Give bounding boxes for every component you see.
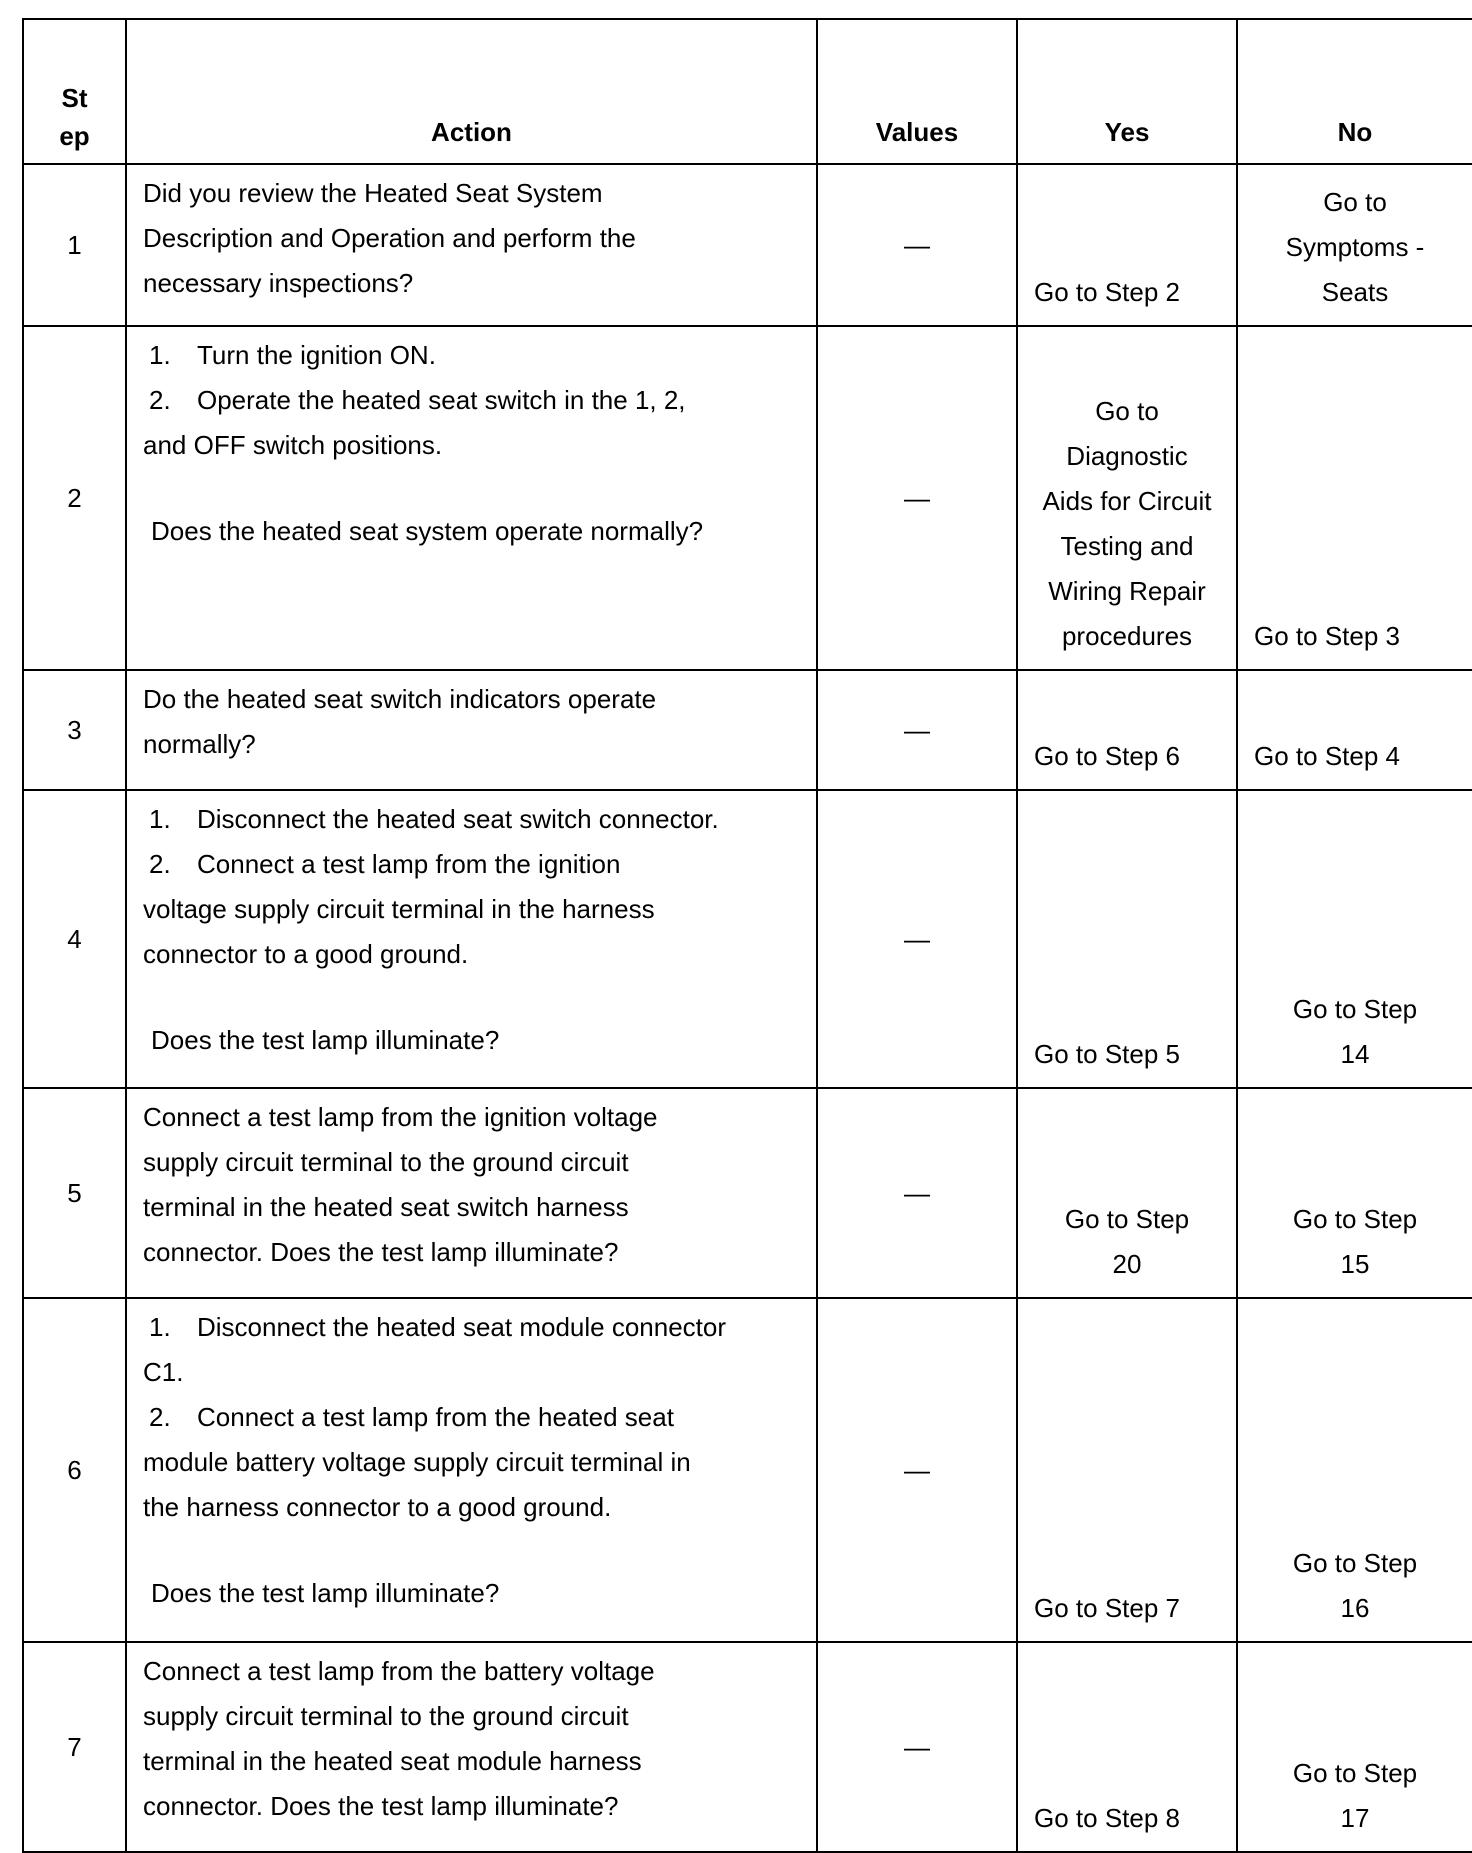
item-number: 2. — [149, 1402, 171, 1432]
yes-cell — [1017, 164, 1237, 326]
no-cell — [1237, 164, 1472, 326]
no-line: Go to Step — [1292, 994, 1418, 1024]
header-step — [23, 19, 126, 164]
value-cell — [817, 1298, 1017, 1642]
no-line: Go to Step 4 — [1254, 741, 1400, 771]
action-cell — [126, 1088, 817, 1298]
no-cell — [1237, 1088, 1472, 1298]
value-dash: — — [904, 1731, 930, 1762]
table-row — [23, 164, 1472, 326]
no-line: Symptoms - — [1285, 232, 1425, 262]
action-cell — [126, 790, 817, 1088]
step-number: 1 — [23, 164, 126, 326]
no-cell — [1237, 790, 1472, 1088]
yes-line: Wiring Repair — [1048, 576, 1206, 606]
yes-line: procedures — [1061, 621, 1193, 651]
action-line: Connect a test lamp from the battery voltage — [143, 1656, 655, 1686]
header-values: Values — [817, 19, 1017, 164]
action-line: normally? — [143, 729, 256, 759]
table-row — [23, 1088, 1472, 1298]
table-row — [23, 326, 1472, 670]
step-number: 6 — [23, 1298, 126, 1642]
yes-cell — [1017, 1088, 1237, 1298]
action-item — [143, 1305, 802, 1350]
header-step-line2: ep — [59, 121, 90, 151]
item-text: Operate the heated seat switch in the 1, 2, — [197, 385, 686, 415]
table-header-row — [23, 19, 1472, 164]
action-line: Did you review the Heated Seat System — [143, 178, 603, 208]
header-yes: Yes — [1017, 19, 1237, 164]
item-text: Turn the ignition ON. — [197, 340, 436, 370]
action-line: connector to a good ground. — [143, 939, 469, 969]
action-question: Does the heated seat system operate normally? — [151, 516, 704, 546]
action-line: voltage supply circuit terminal in the harness — [143, 894, 655, 924]
value-dash: — — [904, 1454, 930, 1485]
action-line: module battery voltage supply circuit terminal in — [143, 1447, 691, 1477]
no-line: Go to — [1323, 187, 1387, 217]
header-action: Action — [126, 19, 817, 164]
no-cell — [1237, 1298, 1472, 1642]
item-number: 1. — [149, 340, 171, 370]
yes-line: Testing and — [1060, 531, 1194, 561]
yes-line: Go to — [1095, 396, 1159, 426]
yes-line: Go to Step 2 — [1034, 277, 1180, 307]
no-line: 16 — [1340, 1593, 1370, 1623]
action-line: the harness connector to a good ground. — [143, 1492, 612, 1522]
step-number: 3 — [23, 670, 126, 790]
table-row — [23, 1298, 1472, 1642]
action-cell — [126, 670, 817, 790]
yes-cell — [1017, 790, 1237, 1088]
yes-line: Go to Step 8 — [1034, 1803, 1180, 1833]
table-row — [23, 670, 1472, 790]
value-dash: — — [904, 923, 930, 954]
action-line: C1. — [143, 1357, 184, 1387]
item-number: 2. — [149, 849, 171, 879]
action-item — [143, 797, 802, 842]
action-line: terminal in the heated seat module harness — [143, 1746, 642, 1776]
action-line: supply circuit terminal to the ground circuit — [143, 1147, 629, 1177]
action-item — [143, 333, 802, 378]
item-number: 2. — [149, 385, 171, 415]
value-cell — [817, 1088, 1017, 1298]
item-text: Connect a test lamp from the heated seat — [197, 1402, 674, 1432]
no-cell — [1237, 670, 1472, 790]
yes-line: Go to Step 5 — [1034, 1039, 1180, 1069]
header-step-line1: St — [61, 83, 88, 113]
step-number: 4 — [23, 790, 126, 1088]
value-dash: — — [904, 1177, 930, 1208]
no-line: Go to Step — [1292, 1548, 1418, 1578]
yes-cell — [1017, 1642, 1237, 1852]
item-number: 1. — [149, 1312, 171, 1342]
yes-cell — [1017, 326, 1237, 670]
item-text: Disconnect the heated seat switch connector. — [197, 804, 719, 834]
no-line: Seats — [1321, 277, 1389, 307]
table-row — [23, 1642, 1472, 1852]
action-line: and OFF switch positions. — [143, 430, 443, 460]
action-line: supply circuit terminal to the ground circuit — [143, 1701, 629, 1731]
action-cell — [126, 1298, 817, 1642]
step-number: 5 — [23, 1088, 126, 1298]
diagnostic-table — [22, 18, 1472, 1853]
value-cell — [817, 790, 1017, 1088]
action-cell — [126, 1642, 817, 1852]
item-number: 1. — [149, 804, 171, 834]
no-line: Go to Step 3 — [1254, 621, 1400, 651]
action-line: Connect a test lamp from the ignition voltage — [143, 1102, 658, 1132]
no-line: 15 — [1340, 1249, 1370, 1279]
value-cell — [817, 670, 1017, 790]
action-line: Do the heated seat switch indicators operate — [143, 684, 657, 714]
value-cell — [817, 326, 1017, 670]
action-question: Does the test lamp illuminate? — [151, 1025, 500, 1055]
value-dash: — — [904, 714, 930, 745]
value-cell — [817, 164, 1017, 326]
yes-line: Go to Step 7 — [1034, 1593, 1180, 1623]
action-item — [143, 1395, 802, 1440]
action-line: necessary inspections? — [143, 268, 414, 298]
no-line: 14 — [1340, 1039, 1370, 1069]
action-line: Description and Operation and perform the — [143, 223, 636, 253]
item-text: Disconnect the heated seat module connector — [197, 1312, 727, 1342]
value-dash: — — [904, 229, 930, 260]
no-line: Go to Step — [1292, 1204, 1418, 1234]
action-question: Does the test lamp illuminate? — [151, 1578, 500, 1608]
action-cell — [126, 326, 817, 670]
step-number: 2 — [23, 326, 126, 670]
yes-line: Aids for Circuit — [1042, 486, 1212, 516]
no-cell — [1237, 1642, 1472, 1852]
value-dash: — — [904, 482, 930, 513]
action-cell — [126, 164, 817, 326]
action-item — [143, 842, 802, 887]
action-line: terminal in the heated seat switch harness — [143, 1192, 629, 1222]
yes-line: Go to Step — [1064, 1204, 1190, 1234]
yes-line: Go to Step 6 — [1034, 741, 1180, 771]
item-text: Connect a test lamp from the ignition — [197, 849, 621, 879]
no-line: 17 — [1340, 1803, 1370, 1833]
no-line: Go to Step — [1292, 1758, 1418, 1788]
no-cell — [1237, 326, 1472, 670]
yes-line: 20 — [1112, 1249, 1142, 1279]
table-row — [23, 790, 1472, 1088]
value-cell — [817, 1642, 1017, 1852]
action-item — [143, 378, 802, 423]
step-number: 7 — [23, 1642, 126, 1852]
action-line: connector. Does the test lamp illuminate? — [143, 1237, 619, 1267]
action-line: connector. Does the test lamp illuminate? — [143, 1791, 619, 1821]
yes-cell — [1017, 1298, 1237, 1642]
header-no: No — [1237, 19, 1472, 164]
yes-line: Diagnostic — [1066, 441, 1188, 471]
yes-cell — [1017, 670, 1237, 790]
